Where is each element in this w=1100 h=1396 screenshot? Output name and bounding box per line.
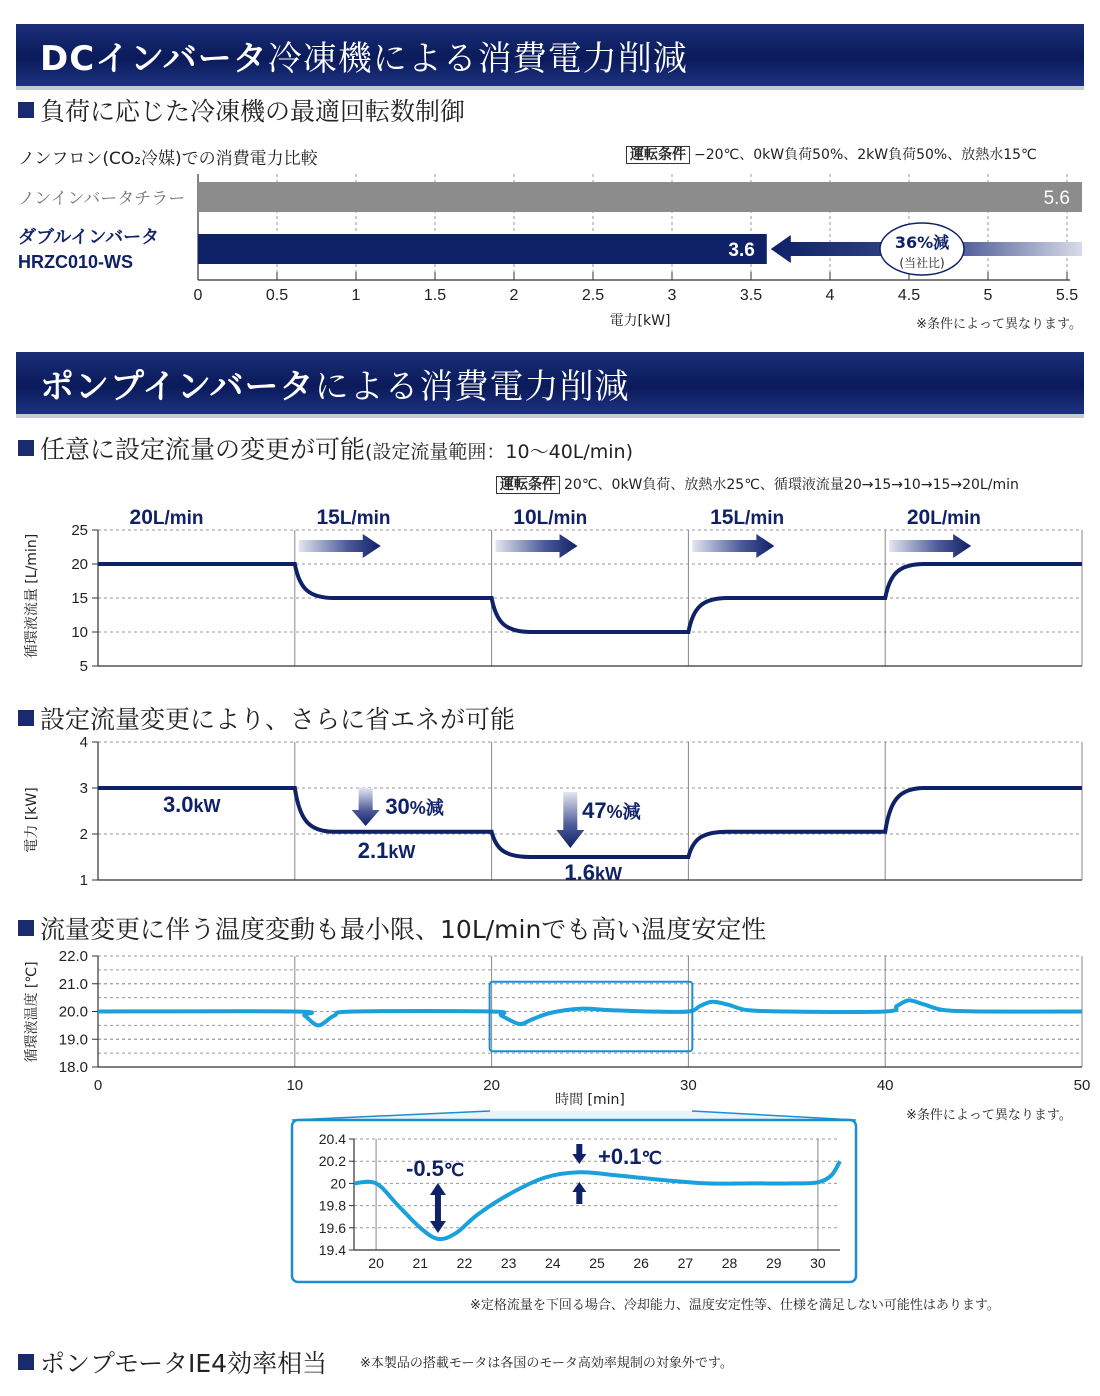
heading-pump-motor-text: ポンプモータIE4効率相当 [40, 1349, 328, 1378]
reduction-percent: 36%減 [894, 233, 950, 252]
heading-pump-motor [18, 1344, 327, 1380]
tick-label-x: 3 [667, 287, 677, 304]
power-tick-label-y: 3 [79, 780, 88, 797]
category-label-model: HRZC010-WS [18, 252, 134, 272]
inset-tick-label-x: 23 [500, 1255, 517, 1271]
temp-tick-label-x: 10 [286, 1077, 304, 1094]
power-tick-label-y: 4 [79, 734, 88, 751]
flow-phase-label: 15L/min [710, 506, 785, 529]
banner-pump-inverter [16, 352, 1084, 414]
comparison-title: ノンフロン(CO₂冷媒)での消費電力比較 [18, 149, 318, 169]
power-label-2kw: 2.1kW [357, 838, 416, 863]
temp-tick-label-y: 22.0 [58, 948, 88, 965]
condition-note-1: ※条件によって異なります。 [916, 317, 1082, 332]
flow-phase-label: 15L/min [316, 506, 391, 529]
temp-tick-label-y: 20.0 [58, 1003, 88, 1021]
temp-tick-label-x: 0 [93, 1077, 103, 1094]
flow-rate-chart [0, 496, 1100, 684]
reduction-basis: (当社比) [899, 256, 945, 270]
flow-tick-label-y: 10 [71, 624, 88, 641]
temp-tick-label-x: 20 [483, 1077, 500, 1094]
tick-label-x: 3.5 [739, 287, 763, 304]
heading-temperature-text: 流量変更に伴う温度変動も最小限、10L/minでも高い温度安定性 [40, 915, 767, 944]
temperature-inset-chart [0, 1040, 1100, 1290]
tick-label-x: 5.5 [1055, 287, 1079, 304]
conditions-text-2: 20℃、0kW負荷、放熱水25℃、循環液流量20→15→10→15→20L/min [564, 477, 1019, 493]
heading-flow-setting-sub: (設定流量範囲：10〜40L/min) [365, 441, 634, 463]
category-label-double-inverter: ダブルインバータ [18, 227, 160, 248]
banner-pump-title [40, 359, 630, 408]
inset-tick-label-x: 26 [633, 1255, 649, 1271]
temp-tick-label-y: 21.0 [58, 975, 88, 993]
flow-phase-label: 20L/min [906, 506, 981, 529]
power-tick-label-y: 2 [79, 826, 88, 843]
tick-label-x: 4 [825, 287, 835, 304]
heading-optimal-control-text: 負荷に応じた冷凍機の最適回転数制御 [40, 97, 466, 126]
inset-tick-label-x: 29 [765, 1255, 782, 1271]
flow-axis-label-y: 循環液流量 [L/min] [24, 533, 40, 659]
flow-tick-label-y: 15 [71, 590, 88, 607]
square-bullet-icon [18, 1354, 34, 1370]
flow-tick-label-y: 20 [71, 556, 88, 573]
temp-series-line [98, 1000, 1082, 1025]
square-bullet-icon [18, 710, 34, 726]
banner-dc-inverter [16, 24, 1084, 86]
temp-axis-label-y: 循環液温度 [℃] [24, 961, 40, 1063]
temp-tick-label-y: 18.0 [58, 1059, 88, 1076]
power-down-arrow-icon [352, 788, 380, 826]
banner-dc-title [40, 31, 688, 80]
inset-tick-label-x: 24 [545, 1255, 561, 1271]
operating-conditions-2 [496, 474, 1019, 494]
flow-tick-label-y: 25 [71, 522, 88, 539]
heading-flow-setting-text: 任意に設定流量の変更が可能 [40, 435, 366, 464]
inset-tick-label-x: 30 [810, 1255, 826, 1271]
power-reduction-47: 47%減 [582, 798, 641, 823]
tick-label-x: 1 [351, 287, 361, 304]
temp-tick-label-y: 19.0 [58, 1031, 88, 1049]
category-label-non-inverter: ノンインバータチラー [18, 189, 186, 209]
square-bullet-icon [18, 102, 34, 118]
tick-label-x: 1.5 [423, 287, 447, 304]
condition-note-2: ※条件によって異なります。 [906, 1108, 1072, 1123]
temp-tick-label-x: 40 [876, 1077, 894, 1094]
flow-change-arrow-icon [889, 534, 971, 558]
inset-tick-label-y: 20 [330, 1175, 346, 1192]
inset-tick-label-y: 19.4 [318, 1242, 346, 1258]
power-label-1-6kw: 1.6kW [564, 860, 623, 885]
flow-phase-label: 10L/min [513, 506, 588, 529]
flow-phase-label: 20L/min [129, 506, 204, 529]
heading-energy-saving-text: 設定流量変更により、さらに省エネが可能 [40, 705, 516, 734]
heading-flow-setting [18, 430, 633, 466]
flow-change-arrow-icon [692, 534, 774, 558]
conditions-label: 運転条件 [626, 146, 690, 164]
inset-tick-label-y: 20.4 [318, 1131, 346, 1147]
square-bullet-icon [18, 920, 34, 936]
heading-optimal-control [18, 92, 465, 128]
inset-tick-label-x: 20 [368, 1255, 384, 1271]
power-tick-label-y: 1 [79, 872, 88, 889]
inset-label-minus: -0.5℃ [406, 1156, 465, 1181]
bar-value-label: 3.6 [728, 240, 755, 261]
temp-tick-label-x: 50 [1073, 1077, 1091, 1094]
banner-dc-rest: 冷凍機による消費電力削減 [267, 39, 688, 79]
motor-note: ※本製品の搭載モータは各国のモータ高効率規制の対象外です。 [360, 1356, 733, 1371]
rated-flow-note: ※定格流量を下回る場合、冷却能力、温度安定性等、仕様を満足しない可能性はあります。 [470, 1298, 1000, 1313]
inset-tick-label-y: 19.8 [318, 1197, 346, 1214]
power-comparison-chart [0, 140, 1100, 340]
inset-tick-label-x: 27 [677, 1255, 694, 1271]
power-down-arrow-icon [556, 792, 584, 848]
tick-label-x: 0 [193, 287, 203, 304]
flow-change-arrow-icon [496, 534, 578, 558]
inset-tick-label-y: 20.2 [318, 1153, 346, 1170]
heading-temperature [18, 910, 766, 946]
tick-label-x: 2.5 [581, 287, 605, 304]
inset-tick-label-x: 28 [721, 1255, 738, 1271]
inset-tick-label-x: 21 [412, 1255, 429, 1271]
inset-label-plus: +0.1℃ [598, 1144, 662, 1169]
inset-tick-label-x: 25 [589, 1255, 605, 1271]
tick-label-x: 4.5 [897, 287, 921, 304]
bar-non-inverter [198, 182, 1082, 212]
tick-label-x: 5 [983, 287, 993, 304]
tick-label-x: 2 [509, 287, 519, 304]
conditions-label-2: 運転条件 [496, 476, 560, 494]
bar-double-inverter [198, 234, 767, 264]
conditions-text-1: −20℃、0kW負荷50%、2kW負荷50%、放熱水15℃ [694, 147, 1037, 163]
power-reduction-30: 30%減 [385, 794, 444, 819]
flow-change-arrow-icon [299, 534, 381, 558]
square-bullet-icon [18, 440, 34, 456]
power-chart [0, 730, 1100, 892]
bar-value-label: 5.6 [1043, 188, 1070, 209]
banner-pump-bold: ポンプインバータ [40, 367, 315, 407]
power-axis-label-y: 電力 [kW] [24, 787, 40, 853]
tick-label-x: 0.5 [265, 287, 289, 304]
power-label-3kw: 3.0kW [162, 792, 221, 817]
flow-tick-label-y: 5 [79, 658, 88, 675]
temp-tick-label-x: 30 [680, 1077, 697, 1094]
banner-pump-rest: による消費電力削減 [314, 367, 630, 407]
banner-dc-bold: DCインバータ [40, 39, 268, 79]
temp-axis-label-x: 時間 [min] [555, 1092, 625, 1108]
inset-tick-label-x: 22 [456, 1255, 473, 1271]
axis-label-x: 電力[kW] [609, 313, 671, 329]
inset-tick-label-y: 19.6 [318, 1219, 346, 1236]
